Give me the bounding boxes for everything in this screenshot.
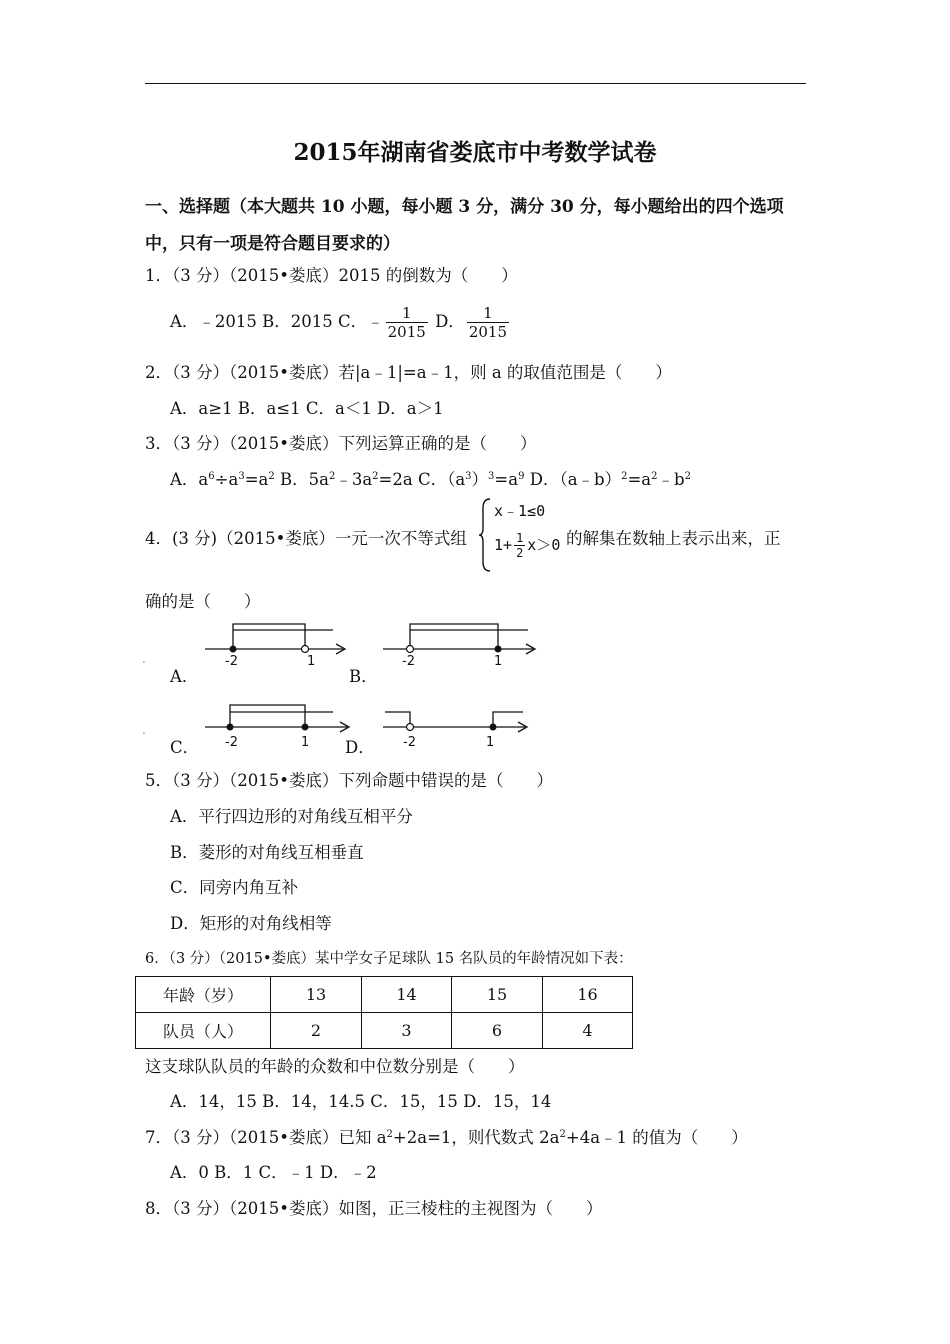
q4-option-c-label: C． — [170, 738, 200, 757]
section-heading-line2: 中，只有一项是符合题目要求的） — [145, 234, 400, 254]
q1-fraction-c: $\frac{1}{2015}$ — [387, 304, 426, 341]
question-3-options: A．$a^6\div a^3=a^2$ B．$5a^2﹣3a^2=2a$ C．$(a^3)^3=a^9$ D．$(a﹣b)^2=a^2﹣b^2$ — [170, 470, 691, 489]
table-cell: 年龄（岁） — [136, 977, 271, 1013]
svg-text:1: 1 — [494, 654, 503, 669]
table-cell: 6 — [452, 1013, 543, 1049]
question-1-stem: 1．（3 分）（2015•娄底）2015 的倒数为（ ） — [145, 266, 518, 285]
svg-text:1: 1 — [307, 654, 316, 669]
option-marker-dot: . — [142, 723, 146, 737]
option-marker-dot: . — [142, 652, 146, 666]
question-7-options: A．0 B．1 C．﹣1 D．﹣2 — [170, 1163, 377, 1182]
question-1-options — [170, 304, 511, 341]
table-cell: 4 — [543, 1013, 633, 1049]
q5-option-a: A．平行四边形的对角线互相平分 — [170, 807, 413, 826]
svg-text:-2: -2 — [225, 735, 238, 750]
table-cell: 3 — [362, 1013, 452, 1049]
question-8-stem: 8．（3 分）（2015•娄底）如图，正三棱柱的主视图为（ ） — [145, 1199, 603, 1218]
q1-fraction-d: $\frac{1}{2015}$ — [468, 304, 507, 341]
svg-text:-2: -2 — [402, 654, 415, 669]
question-7-stem: 7．（3 分）（2015•娄底）已知 $a^2+2a=1$，则代数式 $2a^2+4a﹣1$ 的值为（ ） — [145, 1128, 748, 1147]
table-cell: 2 — [271, 1013, 362, 1049]
q5-option-b: B．菱形的对角线互相垂直 — [170, 843, 364, 862]
q4-option-a-label: A． — [170, 667, 199, 686]
question-6-options: A．14，15 B．14，14.5 C．15，15 D．15，14 — [170, 1092, 552, 1111]
q4-option-b-label: B． — [349, 667, 378, 686]
table-row — [136, 977, 633, 1013]
age-table — [135, 976, 633, 1049]
system-brace — [478, 498, 492, 572]
question-6-stem: 6．（3 分）（2015•娄底）某中学女子足球队 15 名队员的年龄情况如下表： — [145, 951, 633, 967]
page-title: 2015年湖南省娄底市中考数学试卷 — [293, 139, 657, 166]
q5-option-c: C．同旁内角互补 — [170, 878, 299, 897]
question-3-stem: 3．（3 分）（2015•娄底）下列运算正确的是（ ） — [145, 434, 537, 453]
svg-text:-2: -2 — [403, 735, 416, 750]
question-4-stem-cont: 确的是（ ） — [145, 592, 261, 611]
table-cell: 15 — [452, 977, 543, 1013]
system-line-2: 1+ $\frac{1}{2}$ x＞0 — [494, 531, 561, 560]
system-line-1: x﹣1≤0 — [494, 502, 546, 520]
table-row — [136, 1013, 633, 1049]
q1-options-abc: A．﹣2015 B．2015 C．﹣ — [170, 312, 384, 331]
section-heading-line1: 一、选择题（本大题共 10 小题，每小题 3 分，满分 30 分，每小题给出的四个选项 — [145, 197, 784, 217]
table-cell: 队员（人） — [136, 1013, 271, 1049]
top-rule — [145, 83, 806, 84]
question-2-options: A．a≥1 B．a≤1 C．a＜1 D．a＞1 — [170, 399, 444, 418]
number-line-c — [205, 699, 355, 751]
table-cell: 13 — [271, 977, 362, 1013]
number-line-b — [383, 618, 543, 670]
question-2-stem: 2．（3 分）（2015•娄底）若|a﹣1|=a﹣1，则 a 的取值范围是（ ） — [145, 363, 672, 382]
question-4-stem-right: 的解集在数轴上表示出来，正 — [566, 529, 781, 548]
q1-option-d-label: D． — [435, 312, 465, 331]
q5-option-d: D．矩形的对角线相等 — [170, 914, 332, 933]
number-line-d — [383, 699, 533, 751]
table-cell: 16 — [543, 977, 633, 1013]
svg-text:1: 1 — [301, 735, 310, 750]
number-line-a — [205, 618, 350, 670]
svg-text:1: 1 — [486, 735, 495, 750]
question-5-stem: 5．（3 分）（2015•娄底）下列命题中错误的是（ ） — [145, 771, 553, 790]
svg-text:-2: -2 — [225, 654, 238, 669]
table-cell: 14 — [362, 977, 452, 1013]
q4-option-d-label: D． — [345, 738, 375, 757]
question-6-after: 这支球队队员的年龄的众数和中位数分别是（ ） — [145, 1057, 525, 1076]
question-4-stem-left: 4．(3 分)（2015•娄底）一元一次不等式组 — [145, 529, 467, 548]
